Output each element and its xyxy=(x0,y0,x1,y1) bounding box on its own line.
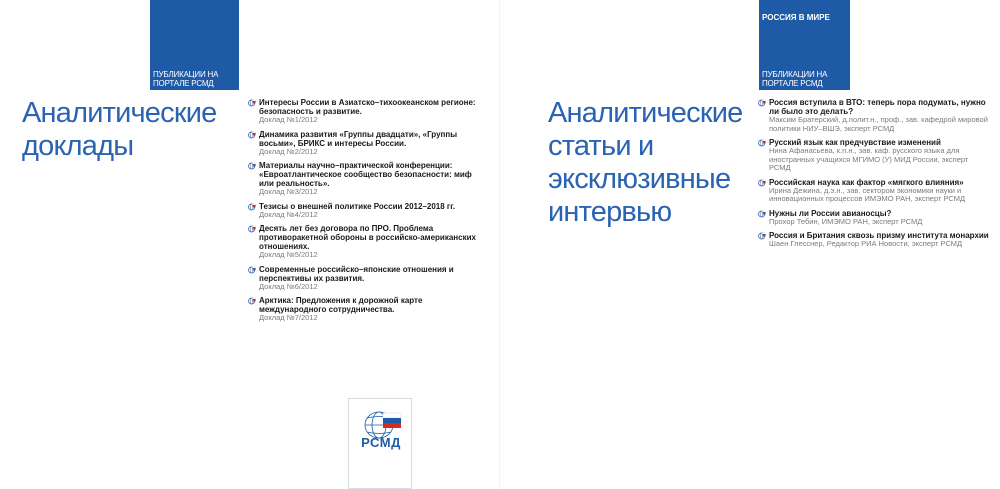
left-blue-header-block xyxy=(150,0,239,90)
article-item xyxy=(758,98,990,133)
globe-bullet-icon xyxy=(248,266,256,274)
right-page xyxy=(500,0,1000,489)
globe-bullet-icon xyxy=(248,225,256,233)
left-report-list xyxy=(248,98,478,328)
globe-bullet-icon xyxy=(758,139,766,147)
globe-bullet-icon xyxy=(248,99,256,107)
article-item xyxy=(758,178,990,204)
item-title: Материалы научно–практической конференции: «Евроатлантическое сообщество безопасности: миф или реальность». xyxy=(259,161,472,188)
right-article-list xyxy=(758,98,990,254)
item-subtitle: Доклад №2/2012 xyxy=(259,146,318,156)
item-title: Современные российско–японские отношения и перспективы их развития. xyxy=(259,264,454,283)
right-publications-label: ПУБЛИКАЦИИ НА ПОРТАЛЕ РСМД xyxy=(762,70,828,88)
item-title: Тезисы о внешней политике России 2012–2018 гг. xyxy=(259,201,455,211)
item-title: Русский язык как предчувствие изменений xyxy=(769,138,941,147)
right-series-label: РОССИЯ В МИРЕ xyxy=(762,13,830,22)
item-subtitle: Прохор Тебин, ИМЭМО РАН, эксперт РСМД xyxy=(769,216,923,226)
globe-bullet-icon xyxy=(248,162,256,170)
item-subtitle: Доклад №3/2012 xyxy=(259,187,318,196)
report-item xyxy=(248,98,478,125)
left-publications-label: ПУБЛИКАЦИИ НА ПОРТАЛЕ РСМД xyxy=(153,70,219,88)
item-subtitle: Ирина Дежина, д.э.н., зав. сектором экономики науки и инновационных процессов ИМЭМО РАН, эксперт РСМД xyxy=(769,185,966,203)
report-item xyxy=(248,296,478,323)
report-item xyxy=(248,202,478,220)
item-subtitle: Шаен Глесснер, Редактор РИА Новости, эксперт РСМД xyxy=(769,239,963,248)
report-item xyxy=(248,224,478,260)
article-item xyxy=(758,231,990,249)
report-item xyxy=(248,130,478,157)
item-title: Динамика развития «Группы двадцати», «Группы восьми», БРИКС и интересы России. xyxy=(259,129,458,148)
report-item xyxy=(248,161,478,197)
report-item xyxy=(248,265,478,292)
globe-bullet-icon xyxy=(248,131,256,139)
globe-bullet-icon xyxy=(758,99,766,107)
globe-bullet-icon xyxy=(758,232,766,240)
rsmd-logo xyxy=(348,398,412,489)
item-title: Интересы России в Азиатско–тихоокеанском регионе: безопасность и развитие. xyxy=(259,98,476,116)
item-title: Российская наука как фактор «мягкого влияния» xyxy=(769,177,964,187)
rsmd-logo-text: РСМД xyxy=(361,435,401,450)
left-page-title: Аналитические доклады xyxy=(22,97,217,162)
item-subtitle: Доклад №5/2012 xyxy=(259,250,318,259)
right-page-title: Аналитические статьи и эксклюзивные интервью xyxy=(548,97,743,228)
right-blue-header-block xyxy=(759,0,850,90)
item-subtitle: Доклад №7/2012 xyxy=(259,313,318,322)
article-item xyxy=(758,138,990,173)
item-title: Десять лет без договора по ПРО. Проблема противоракетной обороны в российско-американских отношениях. xyxy=(259,224,476,251)
item-title: Нужны ли России авианосцы? xyxy=(769,208,892,218)
item-subtitle: Доклад №1/2012 xyxy=(259,115,318,124)
item-title: Россия вступила в ВТО: теперь пора подумать, нужно ли было это делать? xyxy=(769,98,986,116)
globe-bullet-icon xyxy=(758,179,766,187)
item-subtitle: Нина Афанасьева, к.п.н., зав. каф. русского языка для иностранных учащихся МГИМО (У) МИД России, эксперт РСМД xyxy=(769,146,969,172)
globe-bullet-icon xyxy=(248,203,256,211)
item-title: Арктика: Предложения к дорожной карте международного сотрудничества. xyxy=(259,296,423,314)
item-subtitle: Максим Братерский, д.полит.н., проф., зав. кафедрой мировой политики НИУ–ВШЭ, эксперт РСМД xyxy=(769,115,988,133)
globe-bullet-icon xyxy=(248,297,256,305)
item-title: Россия и Британия сквозь призму института монархии xyxy=(769,231,989,240)
item-subtitle: Доклад №6/2012 xyxy=(259,281,318,291)
item-subtitle: Доклад №4/2012 xyxy=(259,209,318,219)
globe-bullet-icon xyxy=(758,210,766,218)
article-item xyxy=(758,209,990,227)
